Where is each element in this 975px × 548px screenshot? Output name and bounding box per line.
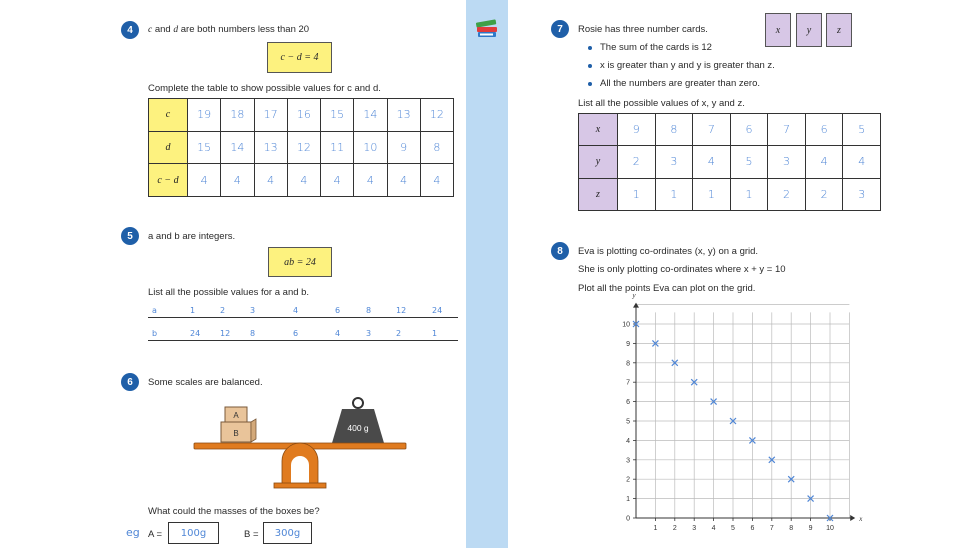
q7-table (578, 113, 881, 211)
q4-table-cell[interactable]: 16 (287, 99, 320, 132)
y-tick-label: 7 (626, 379, 630, 387)
y-tick-label: 2 (626, 476, 630, 484)
q7-table-cell[interactable]: 1 (693, 178, 731, 210)
q7-bullet-1: The sum of the cards is 12 (600, 42, 712, 53)
question-8-number: 8 (551, 242, 569, 260)
q4-table-cell[interactable]: 9 (387, 131, 420, 164)
balance-scales-illustration (190, 395, 410, 495)
y-tick-label: 4 (626, 437, 630, 445)
q6-a-label: A = (148, 529, 162, 540)
question-7-number: 7 (551, 20, 569, 38)
q7-table-cell[interactable]: 3 (768, 146, 806, 178)
q8-line-3: Plot all the points Eva can plot on the grid. (578, 283, 756, 294)
question-5-number: 5 (121, 227, 139, 245)
q7-table-cell[interactable]: 1 (655, 178, 693, 210)
y-tick-label: 5 (626, 418, 630, 426)
and-text: and (152, 24, 174, 35)
q4-table-cell[interactable]: 4 (354, 164, 387, 197)
q4-table-cell[interactable]: 12 (287, 131, 320, 164)
q5-b-value: 6 (293, 329, 299, 338)
q7-table-row-label: z (579, 178, 618, 210)
weight-label: 400 g (347, 423, 369, 433)
q4-table-cell[interactable]: 8 (420, 131, 453, 164)
q6-intro: Some scales are balanced. (148, 377, 263, 388)
x-tick-label: 7 (769, 525, 774, 532)
q7-table-cell[interactable]: 4 (693, 146, 731, 178)
x-tick-label: 6 (750, 525, 755, 532)
q6-question: What could the masses of the boxes be? (148, 506, 320, 517)
q5-b-value: 12 (220, 329, 231, 338)
var-c: c (148, 25, 153, 35)
q5-b-label: b (152, 329, 158, 338)
q4-table-cell[interactable]: 13 (387, 99, 420, 132)
q4-table-row-label: c (149, 99, 188, 132)
q7-table-cell[interactable]: 5 (843, 114, 881, 146)
q7-table-cell[interactable]: 9 (618, 114, 656, 146)
q7-table-cell[interactable]: 8 (655, 114, 693, 146)
q5-instruction: List all the possible values for a and b. (148, 287, 310, 298)
card-x: x (765, 13, 791, 47)
q4-table-cell[interactable]: 19 (188, 99, 221, 132)
q7-table-cell[interactable]: 1 (730, 178, 768, 210)
x-tick-label: 4 (711, 525, 716, 532)
q7-table-row-1 (579, 146, 881, 178)
coordinate-grid[interactable] (600, 291, 863, 542)
q4-equation-box: c − d = 4 (267, 42, 332, 73)
box-a-label: A (233, 411, 239, 420)
q7-table-row-label: y (579, 146, 618, 178)
q8-line-2: She is only plotting co-ordinates where x + y = 10 (578, 264, 786, 275)
q5-a-value: 24 (432, 306, 443, 315)
x-tick-label: 10 (826, 525, 834, 532)
q5-a-value: 6 (335, 306, 341, 315)
q7-instruction: List all the possible values of x, y and z. (578, 98, 745, 109)
q4-table-cell[interactable]: 4 (387, 164, 420, 197)
x-tick-label: 1 (653, 525, 658, 532)
q6-a-answer[interactable]: 100g (168, 522, 219, 544)
q4-table-cell[interactable]: 15 (188, 131, 221, 164)
x-tick-label: 2 (672, 525, 677, 532)
q7-table-row-2 (579, 178, 881, 210)
q4-table-cell[interactable]: 4 (254, 164, 287, 197)
q4-table (148, 98, 454, 197)
q7-table-cell[interactable]: 7 (693, 114, 731, 146)
x-tick-label: 9 (808, 525, 813, 532)
q5-a-value: 8 (366, 306, 372, 315)
q4-table-cell[interactable]: 4 (420, 164, 453, 197)
x-tick-label: 8 (789, 525, 794, 532)
book-spine (466, 0, 508, 548)
x-axis-arrow (850, 515, 855, 521)
q5-b-value: 1 (432, 329, 438, 338)
q4-table-cell[interactable]: 18 (221, 99, 254, 132)
q5-a-value: 3 (250, 306, 256, 315)
q4-table-row-label: d (149, 131, 188, 164)
q7-table-cell[interactable]: 1 (618, 178, 656, 210)
q7-table-cell[interactable]: 2 (805, 178, 843, 210)
card-z: z (826, 13, 852, 47)
q5-a-line (148, 317, 458, 318)
q4-table-row-1 (149, 131, 454, 164)
q5-a-label: a (152, 306, 157, 315)
q4-intro (148, 24, 309, 35)
q7-table-cell[interactable]: 2 (618, 146, 656, 178)
q4-table-cell[interactable]: 4 (188, 164, 221, 197)
q5-b-value: 4 (335, 329, 341, 338)
q4-table-row-0 (149, 99, 454, 132)
y-tick-label: 8 (626, 360, 630, 368)
q4-table-cell[interactable]: 14 (354, 99, 387, 132)
q4-intro-rest: are both numbers less than 20 (178, 24, 310, 35)
q4-table-row-2 (149, 164, 454, 197)
x-axis-label: x (859, 515, 863, 523)
q7-bullet-2: x is greater than y and y is greater than z. (600, 60, 775, 71)
q4-table-cell[interactable]: 10 (354, 131, 387, 164)
q4-table-cell[interactable]: 4 (221, 164, 254, 197)
y-axis-arrow (633, 303, 639, 308)
q8-line-1: Eva is plotting co-ordinates (x, y) on a grid. (578, 246, 759, 257)
q7-table-row-0 (579, 114, 881, 146)
q7-table-cell[interactable]: 6 (730, 114, 768, 146)
q7-table-cell[interactable]: 4 (843, 146, 881, 178)
q5-intro: a and b are integers. (148, 231, 236, 242)
question-6-number: 6 (121, 373, 139, 391)
q4-table-cell[interactable]: 12 (420, 99, 453, 132)
q4-table-cell[interactable]: 11 (321, 131, 354, 164)
q6-b-label: B = (244, 529, 259, 540)
q4-table-row-label: c − d (149, 164, 188, 197)
q4-table-cell[interactable]: 14 (221, 131, 254, 164)
q5-b-value: 24 (190, 329, 201, 338)
q4-table-cell[interactable]: 15 (321, 99, 354, 132)
box-b-label: B (233, 429, 239, 438)
q5-b-value: 3 (366, 329, 372, 338)
y-tick-label: 1 (626, 496, 630, 504)
x-tick-label: 3 (692, 525, 697, 532)
q7-table-cell[interactable]: 4 (805, 146, 843, 178)
q5-b-value: 2 (396, 329, 402, 338)
q7-table-cell[interactable]: 6 (805, 114, 843, 146)
q4-table-cell[interactable]: 17 (254, 99, 287, 132)
q7-table-row-label: x (579, 114, 618, 146)
q5-a-value: 4 (293, 306, 299, 315)
q6-b-answer[interactable]: 300g (263, 522, 312, 544)
q6-eg: eg (126, 526, 140, 539)
q5-b-line (148, 340, 458, 341)
y-tick-label: 10 (622, 321, 630, 329)
q4-instruction: Complete the table to show possible values for c and d. (148, 83, 381, 94)
q4-table-cell[interactable]: 13 (254, 131, 287, 164)
q7-table-cell[interactable]: 2 (768, 178, 806, 210)
y-tick-label: 0 (626, 515, 630, 523)
q5-equation-box: ab = 24 (268, 247, 332, 277)
q7-table-cell[interactable]: 5 (730, 146, 768, 178)
q5-b-value: 8 (250, 329, 256, 338)
q5-a-value: 2 (220, 306, 226, 315)
var-d: d (173, 25, 179, 35)
y-tick-label: 9 (626, 340, 630, 348)
q7-intro: Rosie has three number cards. (578, 24, 708, 35)
book-stack-icon (474, 18, 500, 40)
y-axis-label: y (632, 291, 636, 300)
q4-table-cell[interactable]: 4 (287, 164, 320, 197)
q7-bullet-3: All the numbers are greater than zero. (600, 78, 761, 89)
question-4-number: 4 (121, 21, 139, 39)
x-tick-label: 5 (731, 525, 735, 532)
q7-table-cell[interactable]: 3 (843, 178, 881, 210)
y-tick-label: 3 (626, 457, 630, 465)
card-y: y (796, 13, 822, 47)
y-tick-label: 6 (626, 399, 630, 407)
q5-a-value: 12 (396, 306, 407, 315)
q7-table-cell[interactable]: 3 (655, 146, 693, 178)
q7-table-cell[interactable]: 7 (768, 114, 806, 146)
q4-table-cell[interactable]: 4 (321, 164, 354, 197)
q5-a-value: 1 (190, 306, 196, 315)
